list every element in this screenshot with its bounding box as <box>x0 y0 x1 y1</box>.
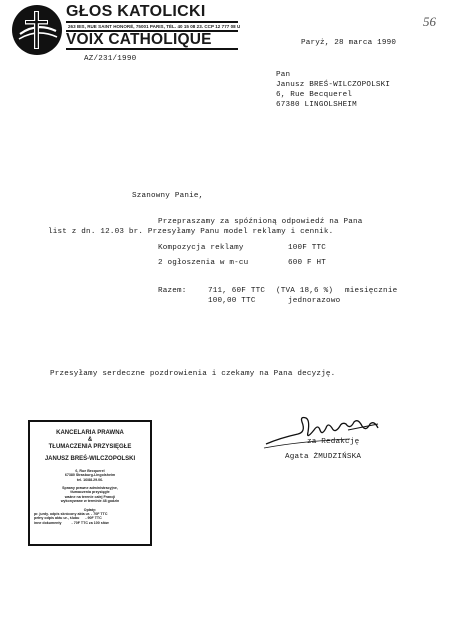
letter-date: Paryż, 28 marca 1990 <box>301 39 397 47</box>
stamp-fee: inne dokumenty - 70F TTC za 100 słów <box>34 520 109 525</box>
signature-role: za Redakcję <box>307 438 360 446</box>
letterhead-divider <box>66 48 238 50</box>
stamp-subtitle: TŁUMACZENIA PRZYSIĘGŁE <box>48 444 132 451</box>
stamp-info: wykonywane w terminie 48 godzin <box>60 499 120 504</box>
price-value: 600 F HT <box>288 259 327 267</box>
recipient-name: Janusz BREŚ-WILCZOPOLSKI <box>276 81 391 89</box>
reference-number: AZ/231/1990 <box>84 55 137 63</box>
total-label: Razem: <box>158 287 187 295</box>
body-paragraph-line: list z dn. 12.03 br. Przesyłamy Panu model reklamy i cennik. <box>48 228 334 236</box>
price-item: Kompozycja reklamy <box>158 244 244 252</box>
recipient-street: 6, Rue Becquerel <box>276 91 353 99</box>
body-paragraph-line: Przepraszamy za spóźnioną odpowiedź na Pana <box>158 218 363 226</box>
total-period-once: jednorazowo <box>288 297 341 305</box>
letterhead-title-polish: GŁOS KATOLICKI <box>66 3 206 20</box>
recipient-label: Pan <box>276 71 291 79</box>
stamp-info: ważne na terenie całej Francji <box>64 494 116 499</box>
letterhead-title-french: VOIX CATHOLIQUE <box>66 31 212 48</box>
letterhead-divider <box>66 21 238 23</box>
closing-line: Przesyłamy serdeczne pozdrowienia i czekamy na Pana decyzję. <box>50 370 336 378</box>
total-amount-monthly: 711, 60F TTC <box>208 287 266 295</box>
signature-name: Agata ŻMUDZIŃSKA <box>285 453 362 461</box>
recipient-city: 67380 LINGOLSHEIM <box>276 101 357 109</box>
stamp-owner: JANUSZ BREŚ-WILCZOPOLSKI <box>44 455 136 462</box>
stamp-info: tłumaczenia przysięgłe <box>70 490 110 495</box>
stamp-fees-title: Opłaty: <box>83 507 97 512</box>
stamp-phone: tel. 16/88.29.06. <box>76 477 104 482</box>
newspaper-logo <box>11 4 63 56</box>
letterhead-address: 263 BIS, RUE SAINT HONORÉ, 75001 PARIS, TÉL. 40 15 08 23. CCP 12 777 08 U <box>68 24 241 29</box>
stamp-info: Sprawy prawne administracyjne, <box>62 486 118 491</box>
stamp-fee: pełny odpis aktu ur., ślubu - 90F TTC <box>34 516 102 521</box>
total-period-monthly: miesięcznie <box>345 287 398 295</box>
stamp-fee: pr. jurdy. odpis skrócony akta ur. - 70F TTC <box>34 512 108 517</box>
total-vat: (TVA 18,6 %) <box>276 287 334 295</box>
price-item: 2 ogłoszenia w m-cu <box>158 259 249 267</box>
law-office-stamp <box>28 420 152 546</box>
price-value: 100F TTC <box>288 244 327 252</box>
stamp-address: 67380 Strasburg-Lingolsheim <box>64 473 116 478</box>
stamp-ampersand: & <box>87 437 93 444</box>
greeting: Szanowny Panie, <box>132 192 204 200</box>
stamp-address: 6, Rue Becquerel <box>75 468 105 473</box>
total-amount-once: 100,00 TTC <box>208 297 256 305</box>
stamp-title: KANCELARIA PRAWNA <box>56 430 124 436</box>
page-number: 56 <box>423 14 436 29</box>
